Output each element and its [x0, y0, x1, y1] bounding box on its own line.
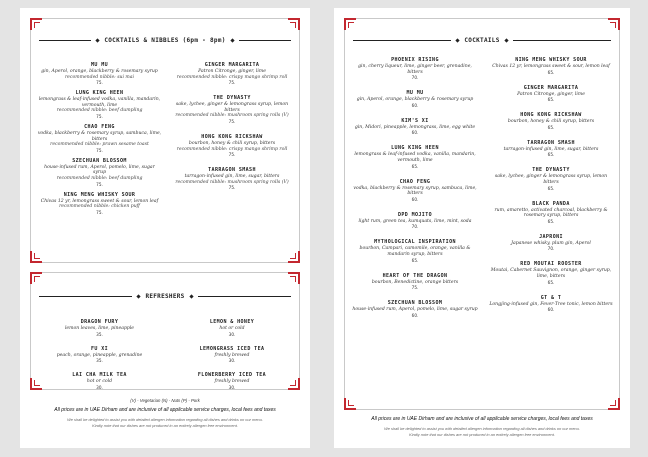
item-name: TARRAGON SMASH — [208, 167, 256, 174]
item-price: 75. — [96, 209, 103, 215]
item-price: 60. — [411, 312, 419, 318]
menu-item — [37, 346, 162, 365]
item-price: 30. — [228, 384, 236, 390]
item-description: bourbon, Campari, camomile, orange, vanilla & mandarin syrup, bitters — [359, 246, 471, 257]
item-description: lemon leaves, lime, pineapple — [64, 326, 135, 331]
item-name: GINGER MARGARITA — [523, 84, 579, 91]
allergen-note — [334, 426, 630, 437]
item-nibble: recommended nibble: sui mai — [64, 74, 135, 80]
menu-item — [487, 295, 615, 314]
item-description: tarragon-infused gin, lime, sugar, bitters — [184, 174, 280, 180]
item-nibble: recommended nibble: crispy mango shrimp roll — [176, 74, 288, 80]
corner-ornament — [608, 398, 620, 410]
menu-item — [487, 140, 615, 159]
item-name: CHAO FENG — [399, 178, 431, 185]
menu-item — [351, 300, 479, 319]
item-price: 60. — [547, 307, 555, 313]
item-price: 75. — [228, 118, 236, 124]
cocktails-nibbles-card — [30, 18, 300, 263]
item-name: DPD MOJITO — [397, 211, 433, 218]
menu-item — [37, 90, 162, 120]
item-price: 65. — [547, 218, 555, 224]
section-heading — [31, 37, 299, 44]
item-name: PHOENIX RISING — [391, 57, 439, 63]
menu-item — [37, 62, 162, 86]
section-title: COCKTAILS — [464, 37, 500, 44]
item-name: NING MENG WHISKY SOUR — [515, 57, 587, 63]
menu-item — [37, 158, 162, 188]
item-price: 70. — [411, 75, 419, 81]
item-price: 75. — [228, 185, 236, 191]
menu-item — [169, 167, 295, 191]
item-name: CHAO FENG — [84, 123, 115, 130]
refreshers-card — [30, 272, 300, 390]
item-description: bourbon, honey & chili syrup, bitters — [188, 140, 276, 146]
item-price: 60. — [411, 196, 419, 202]
item-nibble: recommended nibble: mushroom spring rolls (V) — [175, 179, 289, 185]
section-title: COCKTAILS & NIBBLES (6pm - 8pm) — [104, 37, 226, 44]
menu-item — [487, 57, 615, 76]
item-price: 60. — [411, 102, 419, 108]
item-price: 75. — [228, 152, 236, 158]
item-price: 75. — [96, 80, 103, 86]
cocktails-card — [344, 18, 620, 410]
menu-item — [487, 201, 615, 225]
item-name: LAI CHA MILK TEA — [72, 372, 127, 379]
item-price: 65. — [547, 279, 555, 285]
item-nibble: recommended nibble: mushroom spring rolls (V) — [175, 113, 289, 119]
item-name: MU MU — [90, 62, 109, 68]
menu-item — [351, 145, 479, 169]
item-name: DRAGON FURY — [80, 319, 119, 325]
menu-column-right — [169, 62, 295, 200]
item-description: hot or cold — [86, 379, 113, 385]
item-description: peach, orange, pineapple, grenadine — [56, 352, 143, 358]
item-name: LEMONGRASS ICED TEA — [199, 345, 265, 352]
item-description: gin, Aperol, orange, blackberry & rosemary syrup — [356, 97, 474, 103]
menu-item — [487, 167, 615, 191]
item-name: LUNG KING HEEN — [75, 90, 124, 97]
item-price: 75. — [411, 285, 419, 291]
prices-note: All prices are in UAE Dirham and are inclusive of all applicable service charges, local fees and taxes — [371, 416, 593, 422]
menu-item — [487, 261, 615, 285]
item-price: 70. — [411, 224, 419, 230]
item-price: 30. — [96, 384, 103, 390]
corner-ornament — [288, 251, 300, 263]
diet-key: (V) - Vegetarian (N) - Nuts (P) - Pork — [130, 398, 200, 403]
menu-item — [351, 179, 479, 203]
corner-ornament — [30, 18, 42, 30]
menu-item — [37, 192, 162, 216]
menu-column-right — [487, 57, 615, 322]
item-price: 65. — [411, 257, 419, 263]
item-description: lemongrass & leaf-infused vodka, vanilla, mandarin, vermouth, lime — [354, 152, 476, 163]
item-name: MYTHOLOGICAL INSPIRATION — [374, 239, 456, 246]
item-name: FLOWERBERRY ICED TEA — [197, 372, 267, 379]
left-menu-page — [20, 8, 310, 448]
menu-item — [351, 90, 479, 109]
item-name: GT & T — [540, 294, 562, 301]
right-menu-page — [334, 8, 630, 448]
item-price: 35. — [96, 358, 103, 364]
item-name: SZECHUAN BLOSSOM — [387, 300, 443, 307]
menu-item — [487, 234, 615, 253]
item-description: hot or cold — [219, 326, 245, 331]
item-price: 65. — [411, 163, 419, 169]
item-description: gin, cherry liqueur, lime, ginger beer, grenadine, bitters — [358, 64, 472, 75]
item-price: 70. — [547, 246, 555, 252]
item-price: 65. — [547, 69, 555, 75]
item-name: GINGER MARGARITA — [204, 62, 260, 68]
item-description: Chivas 12 yr, lemongrass sweet & sour, lemon leaf — [492, 64, 610, 69]
corner-ornament — [344, 18, 356, 30]
item-name: THE DYNASTY — [532, 167, 570, 174]
item-description: bourbon, honey & chili syrup, bitters — [507, 119, 595, 125]
item-name: LEMON & HONEY — [209, 319, 255, 325]
section-heading — [31, 293, 299, 300]
item-description: house-infused rum, Aperol, pomelo, lime, sugar syrup — [352, 307, 478, 313]
item-description: Longjing-infused gin, Fever-Tree tonic, lemon bitters — [489, 301, 613, 307]
menu-item — [169, 372, 295, 391]
allergen-line-1: We shall be delighted to assist you with detailed allergen information regarding all dishes and drinks on our menu. — [384, 426, 580, 431]
item-description: light rum, green tea, kumquats, lime, mint, soda — [358, 218, 472, 224]
menu-item — [351, 57, 479, 81]
item-description: rum, amaretto, activated charcoal, blackberry & rosemary syrup, bitters — [494, 207, 608, 219]
prices-note: All prices are in UAE Dirham and are inclusive of all applicable service charges, local fees and taxes — [54, 407, 276, 413]
item-name: BLACK PANDA — [532, 200, 570, 207]
item-price: 35. — [96, 331, 103, 337]
item-price: 30. — [228, 331, 236, 337]
item-name: RED MOUTAI ROOSTER — [520, 261, 582, 268]
item-description: Patron Citronge, ginger, lime — [517, 91, 585, 97]
item-price: 65. — [547, 124, 555, 130]
item-price: 75. — [96, 147, 103, 153]
item-name: MU MU — [406, 90, 424, 97]
menu-item — [487, 85, 615, 104]
corner-ornament — [288, 18, 300, 30]
item-name: KIM'S XI — [401, 117, 429, 124]
section-title: REFRESHERS — [145, 293, 185, 300]
item-description: Japanese whisky, plum gin, Aperol — [511, 240, 591, 246]
item-name: TARRAGON SMASH — [527, 139, 575, 146]
menu-item — [351, 273, 479, 292]
corner-ornament — [30, 272, 42, 284]
item-nibble: recommended nibble: beef dumpling — [56, 108, 143, 114]
item-name: HONG KONG RICKSHAW — [520, 112, 582, 119]
menu-item — [37, 124, 162, 154]
item-nibble: recommended nibble: prawn sesame toast — [50, 142, 149, 148]
menu-item — [37, 319, 162, 338]
item-description: bourbon, Benedictine, orange bitters — [371, 279, 459, 285]
allergen-note — [20, 417, 310, 428]
menu-item — [351, 239, 479, 263]
item-description: freshly brewed — [214, 352, 250, 358]
item-price: 30. — [228, 358, 236, 364]
menu-item — [351, 118, 479, 137]
item-nibble: recommended nibble: chicken puff — [59, 204, 140, 210]
menu-item — [169, 319, 295, 338]
item-nibble: recommended nibble: crispy mango shrimp roll — [176, 146, 288, 152]
item-description: Patron Citronge, ginger, lime — [198, 69, 266, 74]
item-price: 65. — [547, 152, 555, 158]
menu-item — [169, 62, 295, 86]
item-name: THE DYNASTY — [213, 95, 251, 102]
menu-item — [351, 212, 479, 231]
corner-ornament — [344, 398, 356, 410]
item-price: 75. — [96, 113, 103, 119]
item-description: house-infused rum, Aperol, pomelo, lime, sugar syrup — [44, 164, 155, 176]
item-description: sake, lychee, ginger & lemongrass syrup, lemon bitters — [494, 174, 608, 185]
item-name: SZECHUAN BLOSSOM — [72, 157, 127, 164]
item-description: Moutai, Cabernet Sauvignon, orange, ginger syrup, lime, bitters — [490, 268, 612, 279]
item-description: tarragon-infused gin, lime, sugar, bitters — [503, 146, 599, 152]
menu-column-right — [169, 319, 295, 399]
menu-column-left — [351, 57, 479, 328]
menu-item — [487, 112, 615, 131]
item-description: sake, lychee, ginger & lemongrass syrup, lemon bitters — [175, 102, 289, 113]
item-price: 75. — [96, 181, 103, 187]
allergen-line-1: We shall be delighted to assist you with detailed allergen information regarding all dishes and drinks on our menu. — [67, 417, 263, 422]
item-price: 60. — [411, 130, 419, 136]
item-description: freshly brewed — [214, 379, 250, 385]
item-description: gin, Aperol, orange, blackberry & rosemary syrup — [41, 69, 158, 74]
item-description: Chivas 12 yr, lemongrass sweet & sour, lemon leaf — [40, 198, 159, 204]
item-description: vodka, blackberry & rosemary syrup, sambuca, lime, bitters — [353, 185, 477, 197]
menu-item — [169, 134, 295, 158]
item-description: gin, Midori, pineapple, lemongrass, lime, egg white — [354, 124, 476, 130]
item-nibble: recommended nibble: beef dumpling — [56, 175, 143, 181]
corner-ornament — [288, 272, 300, 284]
section-heading — [345, 37, 619, 44]
menu-column-left — [37, 319, 162, 399]
allergen-line-2: Kindly note that our dishes are not produced in an entirely allergen free environment. — [409, 431, 555, 437]
menu-column-left — [37, 62, 162, 220]
item-name: NING MENG WHISKY SOUR — [63, 191, 136, 198]
item-description: vodka, blackberry & rosemary syrup, sambuca, lime, bitters — [37, 130, 162, 142]
item-name: LUNG KING HEEN — [391, 145, 439, 152]
item-name: HONG KONG RICKSHAW — [201, 133, 263, 140]
corner-ornament — [608, 18, 620, 30]
item-name: HEART OF THE DRAGON — [382, 272, 448, 279]
item-description: lemongrass & leaf-infused vodka, vanilla, mandarin, vermouth, lime — [38, 97, 161, 108]
menu-item — [169, 346, 295, 365]
item-price: 75. — [228, 80, 236, 86]
allergen-line-2: Kindly note that our dishes are not produced in an entirely allergen free environment. — [92, 422, 238, 428]
item-name: JAPRONI — [539, 233, 563, 240]
item-name: FU XI — [90, 345, 109, 352]
menu-item — [169, 95, 295, 125]
item-price: 65. — [547, 185, 555, 191]
corner-ornament — [30, 251, 42, 263]
item-price: 65. — [547, 97, 555, 103]
menu-item — [37, 372, 162, 391]
